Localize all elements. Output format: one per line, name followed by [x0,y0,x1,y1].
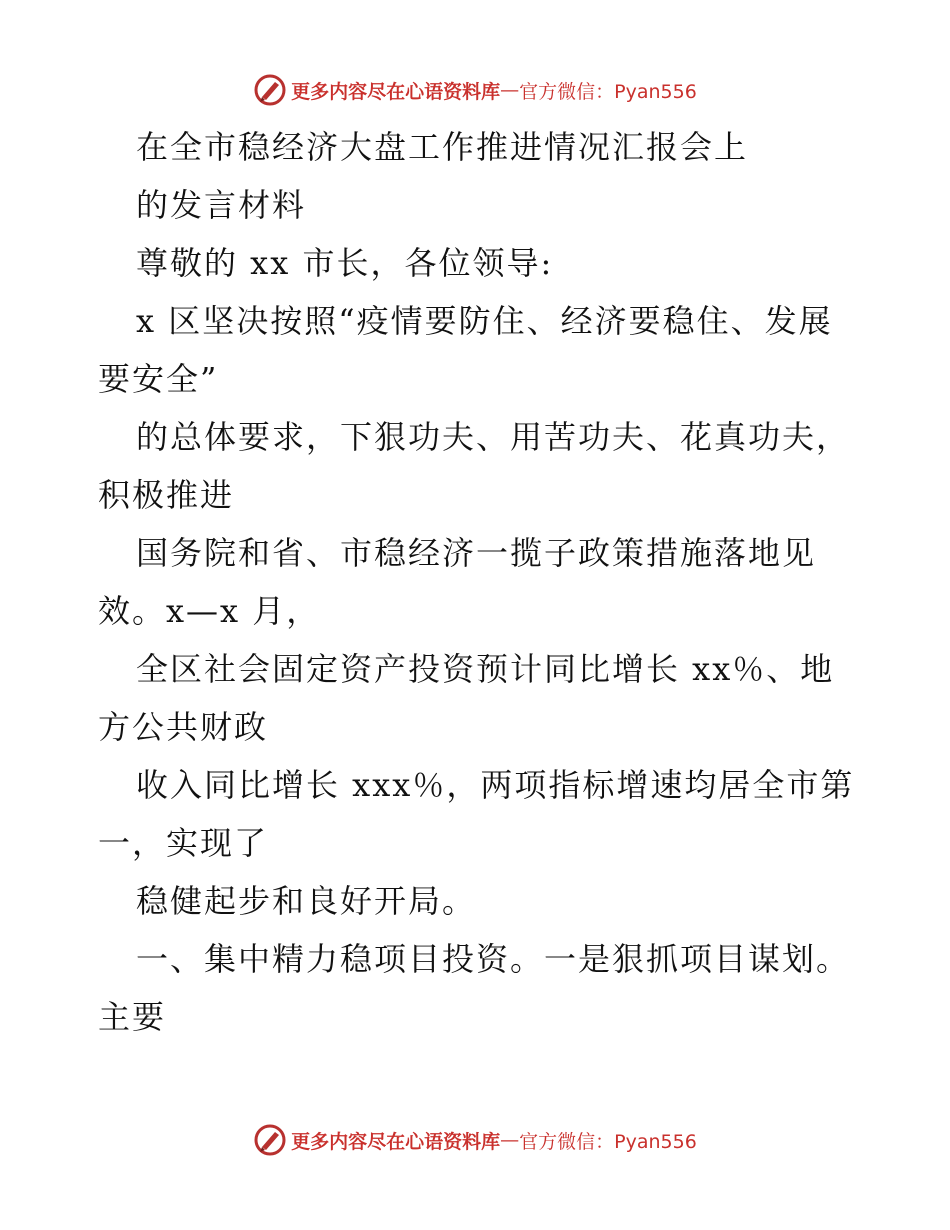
text-line: 的总体要求，下狠功夫、用苦功夫、花真功夫， [136,418,851,456]
banner-wechat: 官方微信：Pyan556 [519,1130,697,1153]
text-line: 在全市稳经济大盘工作推进情况汇报会上 [136,128,749,166]
text-line: 全区社会固定资产投资预计同比增长 xx％、地 [136,650,835,688]
banner-dash: — [500,79,520,101]
text-line: 一、集中精力稳项目投资。一是狠抓项目谋划。 [136,940,851,978]
text-line: 积极推进 [98,476,235,514]
banner-text: 更多内容尽在心语资料库 [291,80,501,103]
footer-watermark [0,1120,950,1160]
text-line: 国务院和省、市稳经济一揽子政策措施落地见 [136,534,817,572]
text-line: 收入同比增长 xxx％，两项指标增速均居全市第 [136,766,855,804]
pen-logo-icon [253,1123,287,1157]
text-line: 尊敬的 xx 市长，各位领导: [136,244,554,282]
document-body [98,118,858,1046]
text-line: 方公共财政 [98,708,269,746]
banner-dash: — [500,1129,520,1151]
banner-wechat: 官方微信：Pyan556 [519,80,697,103]
pen-logo-icon [253,73,287,107]
text-line: 一，实现了 [98,824,269,862]
text-line: 效。x—x 月， [98,592,321,630]
text-line: 的发言材料 [136,186,307,224]
header-watermark [0,70,950,110]
banner-text: 更多内容尽在心语资料库 [291,1130,501,1153]
text-line: 要安全” [98,360,219,398]
text-line: 主要 [98,998,167,1036]
text-line: x 区坚决按照“疫情要防住、经济要稳住、发展 [136,302,833,340]
text-line: 稳健起步和良好开局。 [136,882,477,920]
